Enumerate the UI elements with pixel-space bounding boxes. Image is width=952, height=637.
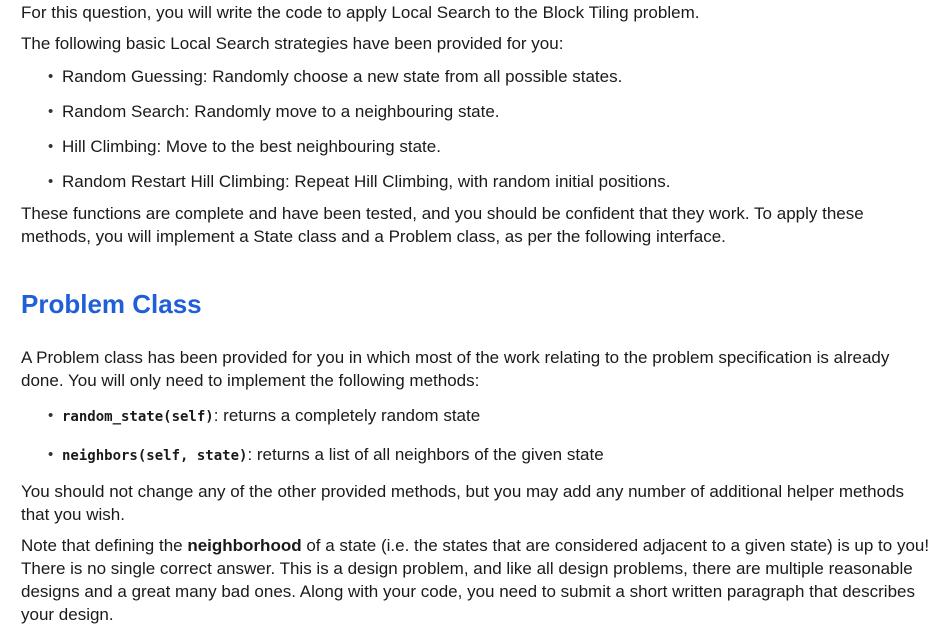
strategy-item: • Random Search: Randomly move to a neighbouring state.: [50, 100, 930, 123]
document-page: [0, 1, 952, 626]
problem-class-description: A Problem class has been provided for you in which most of the work relating to the problem specification is already done. You will only need to implement the following methods:: [21, 348, 890, 390]
method-item-random-state: [50, 404, 930, 429]
strategy-item: • Random Restart Hill Climbing: Repeat Hill Climbing, with random initial positions.: [50, 170, 930, 193]
intro-closing: These functions are complete and have been tested, and you should be confident that they work. To apply these methods, you will implement a State class and a Problem class, as per the following interface.: [21, 204, 864, 246]
method-signature: neighbors(self, state): [62, 448, 248, 464]
method-list: [21, 404, 930, 468]
method-description: : returns a list of all neighbors of the given state: [247, 445, 604, 464]
note-text-start: Note that defining the: [21, 536, 188, 555]
section-heading-problem-class: Problem Class: [21, 289, 202, 319]
intro-line-2: The following basic Local Search strategies have been provided for you:: [21, 34, 564, 53]
strategy-item: • Random Guessing: Randomly choose a new state from all possible states.: [50, 65, 930, 88]
method-signature: random_state(self): [62, 409, 214, 425]
note-helper-methods: You should not change any of the other provided methods, but you may add any number of additional helper methods that you wish.: [21, 482, 905, 524]
note-text-end: of a state (i.e. the states that are considered adjacent to a given state) is up to you! There is no single correct answer. This is a design problem, and like all design problems, there are multiple reasonable designs and a great many bad ones. Along with your code, you need to submit a short written paragraph that describes your design.: [21, 536, 930, 624]
intro-line-1: For this question, you will write the code to apply Local Search to the Block Tiling problem.: [21, 3, 700, 22]
method-description: : returns a completely random state: [213, 406, 481, 425]
neighborhood-term: neighborhood: [187, 536, 302, 555]
strategy-item: • Hill Climbing: Move to the best neighbouring state.: [50, 135, 930, 158]
method-item-neighbors: [50, 443, 930, 468]
strategy-list: [21, 65, 930, 193]
note-neighborhood: [21, 534, 930, 626]
